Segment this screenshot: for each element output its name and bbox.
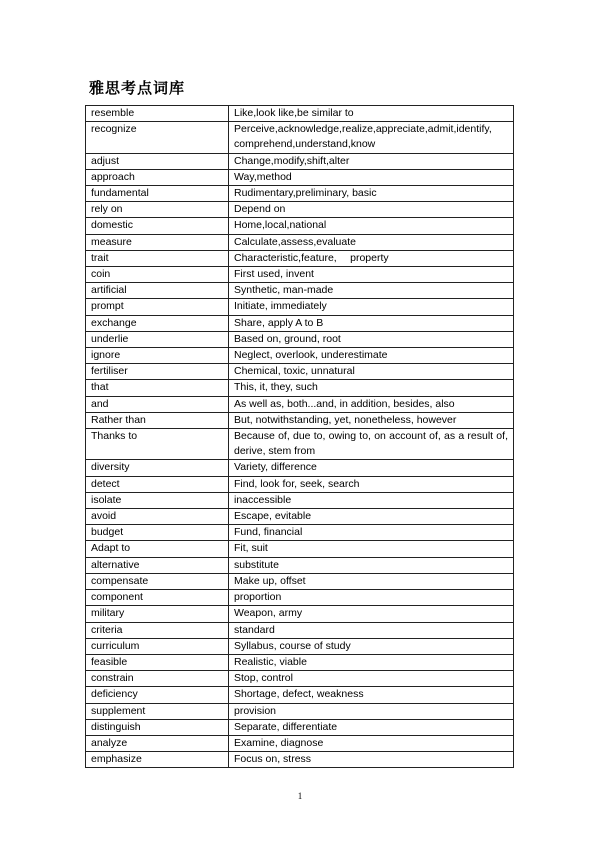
table-row	[86, 396, 514, 412]
vocab-word-cell: domestic	[86, 218, 229, 234]
table-row	[86, 331, 514, 347]
table-row	[86, 234, 514, 250]
vocab-word-cell: underlie	[86, 331, 229, 347]
vocab-meaning-cell: Home,local,national	[229, 218, 514, 234]
table-row	[86, 622, 514, 638]
page-number: 1	[297, 791, 303, 801]
table-row	[86, 412, 514, 428]
table-row	[86, 492, 514, 508]
vocab-word-cell: budget	[86, 525, 229, 541]
vocab-word-cell: avoid	[86, 509, 229, 525]
vocab-meaning-cell: Characteristic,feature, property	[229, 250, 514, 266]
vocab-word-cell: Adapt to	[86, 541, 229, 557]
vocab-meaning-cell: Based on, ground, root	[229, 331, 514, 347]
vocab-word-cell: alternative	[86, 557, 229, 573]
vocab-meaning-cell: Escape, evitable	[229, 509, 514, 525]
vocabulary-table-body	[86, 106, 514, 768]
table-row	[86, 654, 514, 670]
vocab-meaning-cell: Chemical, toxic, unnatural	[229, 364, 514, 380]
table-row	[86, 557, 514, 573]
vocab-word-cell: rely on	[86, 202, 229, 218]
table-row	[86, 122, 514, 153]
table-row	[86, 525, 514, 541]
vocab-meaning-cell: Rudimentary,preliminary, basic	[229, 186, 514, 202]
vocab-meaning-cell: Calculate,assess,evaluate	[229, 234, 514, 250]
vocab-meaning-cell: Separate, differentiate	[229, 719, 514, 735]
vocab-meaning-cell: Change,modify,shift,alter	[229, 153, 514, 169]
vocab-word-cell: coin	[86, 267, 229, 283]
vocab-meaning-cell: proportion	[229, 590, 514, 606]
vocab-word-cell: prompt	[86, 299, 229, 315]
vocab-word-cell: exchange	[86, 315, 229, 331]
table-row	[86, 719, 514, 735]
vocab-word-cell: adjust	[86, 153, 229, 169]
vocab-meaning-cell: Weapon, army	[229, 606, 514, 622]
table-row	[86, 250, 514, 266]
table-row	[86, 671, 514, 687]
vocab-meaning-cell: Way,method	[229, 169, 514, 185]
table-row	[86, 460, 514, 476]
vocab-meaning-cell: inaccessible	[229, 492, 514, 508]
vocab-word-cell: distinguish	[86, 719, 229, 735]
table-row	[86, 687, 514, 703]
vocab-meaning-cell: Synthetic, man-made	[229, 283, 514, 299]
table-row	[86, 153, 514, 169]
vocab-word-cell: component	[86, 590, 229, 606]
table-row	[86, 476, 514, 492]
table-row	[86, 218, 514, 234]
vocab-word-cell: fundamental	[86, 186, 229, 202]
table-row	[86, 169, 514, 185]
vocab-meaning-cell: Stop, control	[229, 671, 514, 687]
vocab-meaning-cell: Focus on, stress	[229, 752, 514, 768]
vocab-meaning-cell: Syllabus, course of study	[229, 638, 514, 654]
vocab-word-cell: detect	[86, 476, 229, 492]
vocab-meaning-cell: But, notwithstanding, yet, nonetheless, however	[229, 412, 514, 428]
vocab-meaning-cell: Examine, diagnose	[229, 735, 514, 751]
table-row	[86, 283, 514, 299]
vocab-word-cell: supplement	[86, 703, 229, 719]
table-row	[86, 348, 514, 364]
vocab-word-cell: that	[86, 380, 229, 396]
table-row	[86, 186, 514, 202]
table-row	[86, 299, 514, 315]
vocab-meaning-cell: Like,look like,be similar to	[229, 106, 514, 122]
vocab-word-cell: military	[86, 606, 229, 622]
vocab-word-cell: deficiency	[86, 687, 229, 703]
table-row	[86, 106, 514, 122]
vocab-meaning-cell: Initiate, immediately	[229, 299, 514, 315]
vocab-word-cell: constrain	[86, 671, 229, 687]
vocab-meaning-cell: Shortage, defect, weakness	[229, 687, 514, 703]
table-row	[86, 606, 514, 622]
table-row	[86, 202, 514, 218]
vocab-word-cell: Thanks to	[86, 429, 229, 460]
vocab-meaning-cell: Fund, financial	[229, 525, 514, 541]
vocab-meaning-cell: As well as, both...and, in addition, besides, also	[229, 396, 514, 412]
vocab-meaning-cell: Neglect, overlook, underestimate	[229, 348, 514, 364]
vocab-word-cell: isolate	[86, 492, 229, 508]
vocab-meaning-cell: Realistic, viable	[229, 654, 514, 670]
table-row	[86, 590, 514, 606]
vocab-word-cell: recognize	[86, 122, 229, 153]
table-row	[86, 638, 514, 654]
table-row	[86, 703, 514, 719]
table-row	[86, 573, 514, 589]
table-row	[86, 267, 514, 283]
vocab-word-cell: emphasize	[86, 752, 229, 768]
vocab-word-cell: analyze	[86, 735, 229, 751]
table-row	[86, 509, 514, 525]
vocab-word-cell: approach	[86, 169, 229, 185]
vocab-meaning-cell: First used, invent	[229, 267, 514, 283]
vocab-meaning-cell: Share, apply A to B	[229, 315, 514, 331]
vocab-meaning-cell: standard	[229, 622, 514, 638]
vocab-word-cell: criteria	[86, 622, 229, 638]
vocab-meaning-cell: Find, look for, seek, search	[229, 476, 514, 492]
table-row	[86, 315, 514, 331]
vocab-word-cell: resemble	[86, 106, 229, 122]
table-row	[86, 429, 514, 460]
vocab-meaning-cell: substitute	[229, 557, 514, 573]
vocab-meaning-cell: Because of, due to, owing to, on account of, as a result of, derive, stem from	[229, 429, 514, 460]
vocab-word-cell: ignore	[86, 348, 229, 364]
vocab-meaning-cell: Fit, suit	[229, 541, 514, 557]
table-row	[86, 364, 514, 380]
vocab-meaning-cell: Variety, difference	[229, 460, 514, 476]
vocab-word-cell: artificial	[86, 283, 229, 299]
vocab-word-cell: trait	[86, 250, 229, 266]
vocab-word-cell: Rather than	[86, 412, 229, 428]
vocabulary-table	[85, 105, 514, 768]
vocab-word-cell: fertiliser	[86, 364, 229, 380]
vocab-meaning-cell: Depend on	[229, 202, 514, 218]
vocab-word-cell: measure	[86, 234, 229, 250]
table-row	[86, 380, 514, 396]
vocab-word-cell: compensate	[86, 573, 229, 589]
vocab-word-cell: and	[86, 396, 229, 412]
vocab-meaning-cell: provision	[229, 703, 514, 719]
vocab-word-cell: curriculum	[86, 638, 229, 654]
vocab-meaning-cell: Perceive,acknowledge,realize,appreciate,admit,identify, comprehend,understand,know	[229, 122, 514, 153]
table-row	[86, 752, 514, 768]
page-title: 雅思考点词库	[89, 79, 186, 97]
vocab-word-cell: feasible	[86, 654, 229, 670]
table-row	[86, 541, 514, 557]
table-row	[86, 735, 514, 751]
vocab-meaning-cell: This, it, they, such	[229, 380, 514, 396]
vocab-meaning-cell: Make up, offset	[229, 573, 514, 589]
vocab-word-cell: diversity	[86, 460, 229, 476]
